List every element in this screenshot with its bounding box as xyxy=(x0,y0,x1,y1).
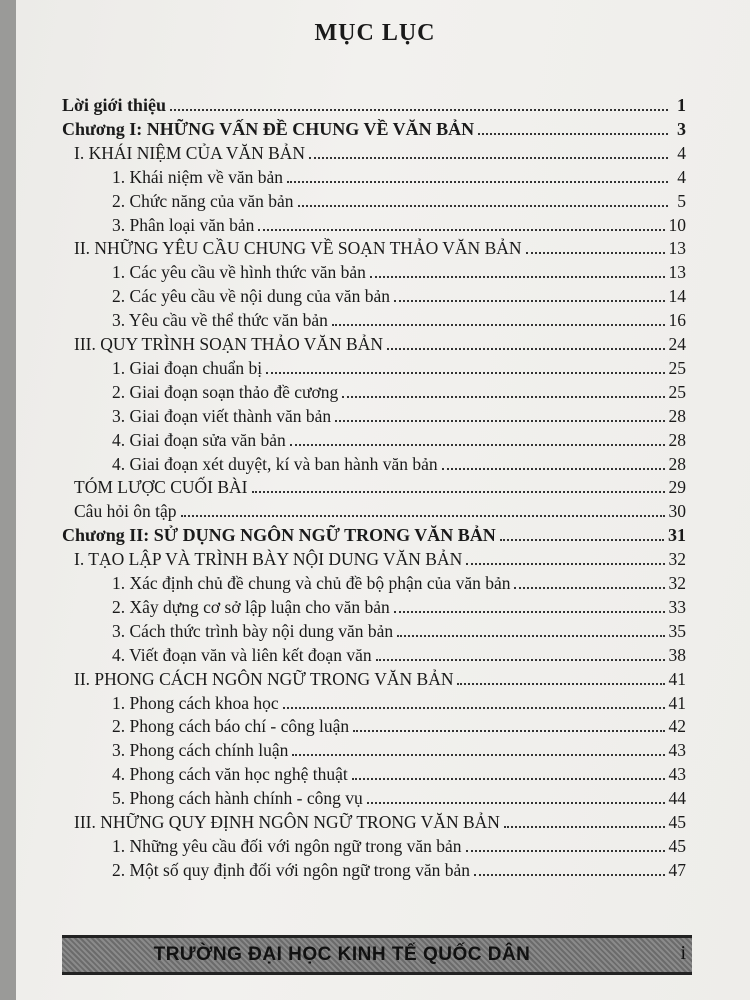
toc-dot-leader xyxy=(353,730,664,732)
toc-entry xyxy=(112,427,686,451)
toc-entry xyxy=(112,188,686,212)
toc-entry-page: 24 xyxy=(668,334,686,354)
toc-entry-title: 3. Phân loại văn bản xyxy=(112,214,255,235)
toc-dot-leader xyxy=(394,300,665,302)
toc-dot-leader xyxy=(466,563,664,565)
toc-dot-leader xyxy=(332,324,665,326)
toc-entry-title: Chương I: NHỮNG VẤN ĐỀ CHUNG VỀ VĂN BẢN xyxy=(62,118,475,139)
toc-entry-page: 1 xyxy=(677,95,686,115)
toc-dot-leader xyxy=(292,754,664,756)
toc-entry-page: 5 xyxy=(677,190,686,211)
toc-entry-title: TÓM LƯỢC CUỐI BÀI xyxy=(74,477,248,498)
toc-entry-title: 1. Những yêu cầu đối với ngôn ngữ trong văn bản xyxy=(112,835,462,856)
toc-entry xyxy=(74,498,686,522)
toc-entry xyxy=(112,737,686,761)
toc-entry-title: Lời giới thiệu xyxy=(62,95,166,115)
toc-entry-page: 14 xyxy=(668,286,686,307)
toc-entry xyxy=(112,833,686,857)
toc-entry-title: 3. Phong cách chính luận xyxy=(112,740,289,761)
toc-entry xyxy=(112,761,686,785)
toc-entry-page: 28 xyxy=(668,429,686,450)
toc-entry-page: 32 xyxy=(668,573,686,593)
toc-entry xyxy=(112,857,686,881)
toc-entry-page: 13 xyxy=(668,262,686,283)
toc-dot-leader xyxy=(258,229,664,231)
toc-dot-leader xyxy=(500,539,664,541)
toc-entry-page: 25 xyxy=(668,357,686,378)
toc-entry xyxy=(62,522,686,546)
footer-page-number: i xyxy=(680,942,686,964)
toc-entry-page: 29 xyxy=(668,477,686,498)
toc-dot-leader xyxy=(367,802,665,804)
toc-entry xyxy=(74,666,686,690)
toc-entry-page: 28 xyxy=(668,405,686,426)
toc-entry-page: 41 xyxy=(668,668,686,689)
toc-entry-page: 10 xyxy=(668,214,686,235)
toc-entry-title: II. NHỮNG YÊU CẦU CHUNG VỀ SOẠN THẢO VĂN BẢN xyxy=(74,238,522,259)
toc-entry-page: 25 xyxy=(668,381,686,402)
toc-entry-page: 43 xyxy=(668,764,686,785)
toc-entry xyxy=(112,403,686,427)
toc-entry-page: 31 xyxy=(668,525,686,546)
toc-dot-leader xyxy=(309,157,668,159)
toc-entry-page: 28 xyxy=(668,453,686,474)
toc-entry-title: 1. Khái niệm về văn bản xyxy=(112,166,284,187)
toc-entry-title: 2. Giai đoạn soạn thảo đề cương xyxy=(112,381,339,402)
toc-entry-page: 44 xyxy=(668,788,686,809)
toc-dot-leader xyxy=(283,707,665,709)
toc-entry-page: 47 xyxy=(668,859,686,880)
toc-entry xyxy=(112,212,686,236)
toc-entry-title: 4. Giai đoạn xét duyệt, kí và ban hành văn bản xyxy=(112,453,438,474)
toc-entry-page: 4 xyxy=(677,142,686,163)
toc-entry-title: 5. Phong cách hành chính - công vụ xyxy=(112,788,363,809)
toc-entry xyxy=(112,570,686,594)
toc-entry-title: 4. Viết đoạn văn và liên kết đoạn văn xyxy=(112,644,372,665)
toc-entry xyxy=(112,355,686,379)
toc-entry xyxy=(112,379,686,403)
toc-entry-title: I. KHÁI NIỆM CỦA VĂN BẢN xyxy=(74,142,306,163)
toc-entry xyxy=(62,116,686,140)
toc-entry-page: 41 xyxy=(668,692,686,713)
toc-dot-leader xyxy=(457,683,664,685)
toc-entry xyxy=(112,259,686,283)
toc-entry-page: 33 xyxy=(668,596,686,617)
toc-entry-page: 16 xyxy=(668,310,686,331)
toc-entry-title: 3. Giai đoạn viết thành văn bản xyxy=(112,405,332,426)
toc-entry-page: 32 xyxy=(668,549,686,570)
toc-dot-leader xyxy=(252,491,665,493)
toc-entry-title: III. NHỮNG QUY ĐỊNH NGÔN NGỮ TRONG VĂN BẢN xyxy=(74,812,500,832)
toc-entry xyxy=(74,809,686,833)
toc-entry xyxy=(74,235,686,259)
toc-entry-title: 3. Cách thức trình bày nội dung văn bản xyxy=(112,620,394,641)
toc-dot-leader xyxy=(526,252,665,254)
toc-entry-title: 4. Phong cách văn học nghệ thuật xyxy=(112,764,348,785)
toc-entry xyxy=(112,618,686,642)
toc-entry-page: 43 xyxy=(668,740,686,761)
toc-entry xyxy=(74,474,686,498)
toc-entry-title: III. QUY TRÌNH SOẠN THẢO VĂN BẢN xyxy=(74,334,384,354)
toc-dot-leader xyxy=(474,874,664,876)
toc-dot-leader xyxy=(287,181,668,183)
toc-dot-leader xyxy=(335,420,664,422)
toc-entry-title: 2. Một số quy định đối với ngôn ngữ trong văn bản xyxy=(112,859,471,880)
toc-entry-title: 2. Phong cách báo chí - công luận xyxy=(112,716,350,737)
toc-entry xyxy=(74,140,686,164)
toc-entry-title: 3. Yêu cầu về thể thức văn bản xyxy=(112,310,328,331)
toc-entry xyxy=(112,451,686,475)
toc-dot-leader xyxy=(478,133,668,135)
toc-dot-leader xyxy=(370,276,665,278)
toc-entry-title: 1. Giai đoạn chuẩn bị xyxy=(112,357,263,378)
toc-entry-title: Câu hỏi ôn tập xyxy=(74,501,177,522)
toc-entry xyxy=(112,283,686,307)
toc-entry-page: 45 xyxy=(668,812,686,832)
toc-entry-title: Chương II: SỬ DỤNG NGÔN NGỮ TRONG VĂN BẢN xyxy=(62,525,496,546)
toc-entry xyxy=(62,92,686,116)
toc-entry xyxy=(112,785,686,809)
toc-entry-title: I. TẠO LẬP VÀ TRÌNH BÀY NỘI DUNG VĂN BẢN xyxy=(74,549,463,570)
toc-dot-leader xyxy=(290,444,665,446)
toc-dot-leader xyxy=(442,468,665,470)
toc-entry-page: 3 xyxy=(677,118,686,139)
toc-entry-title: 1. Phong cách khoa học xyxy=(112,692,279,713)
toc-entry-page: 42 xyxy=(668,716,686,737)
toc-dot-leader xyxy=(170,109,668,111)
toc-entry-page: 30 xyxy=(668,501,686,522)
toc-entry-title: 1. Xác định chủ đề chung và chủ đề bộ phận của văn bản xyxy=(112,573,511,593)
toc-entry xyxy=(112,642,686,666)
toc-entry-title: 2. Xây dựng cơ sở lập luận cho văn bản xyxy=(112,596,390,617)
toc-entry xyxy=(112,690,686,714)
toc-entry-title: 2. Chức năng của văn bản xyxy=(112,190,294,211)
toc-entry xyxy=(112,713,686,737)
footer-university-name: TRƯỜNG ĐẠI HỌC KINH TẾ QUỐC DÂN xyxy=(153,944,531,965)
toc-entry xyxy=(74,331,686,355)
toc-entry xyxy=(112,307,686,331)
toc-dot-leader xyxy=(266,372,664,374)
toc-dot-leader xyxy=(514,587,664,589)
toc-entry-page: 38 xyxy=(668,644,686,665)
toc-dot-leader xyxy=(387,348,664,350)
page-title: MỤC LỤC xyxy=(314,20,436,46)
toc-dot-leader xyxy=(181,515,665,517)
toc-entry-title: II. PHONG CÁCH NGÔN NGỮ TRONG VĂN BẢN xyxy=(74,668,454,689)
toc-dot-leader xyxy=(466,850,665,852)
toc-entry-page: 35 xyxy=(668,620,686,641)
toc-entry-page: 4 xyxy=(677,166,686,187)
toc-entry xyxy=(112,164,686,188)
toc-entry xyxy=(112,594,686,618)
toc-entry-title: 2. Các yêu cầu về nội dung của văn bản xyxy=(112,286,390,307)
toc-dot-leader xyxy=(352,778,665,780)
toc-dot-leader xyxy=(397,635,664,637)
toc-entry-title: 4. Giai đoạn sửa văn bản xyxy=(112,429,286,450)
toc-dot-leader xyxy=(394,611,665,613)
footer-banner xyxy=(62,935,692,975)
toc-dot-leader xyxy=(342,396,664,398)
toc-dot-leader xyxy=(376,659,665,661)
toc-entry-title: 1. Các yêu cầu về hình thức văn bản xyxy=(112,262,366,283)
toc-dot-leader xyxy=(298,205,668,207)
toc-entry xyxy=(74,546,686,570)
toc-entry-page: 13 xyxy=(668,238,686,259)
toc-entry-page: 45 xyxy=(668,835,686,856)
toc-dot-leader xyxy=(504,826,665,828)
